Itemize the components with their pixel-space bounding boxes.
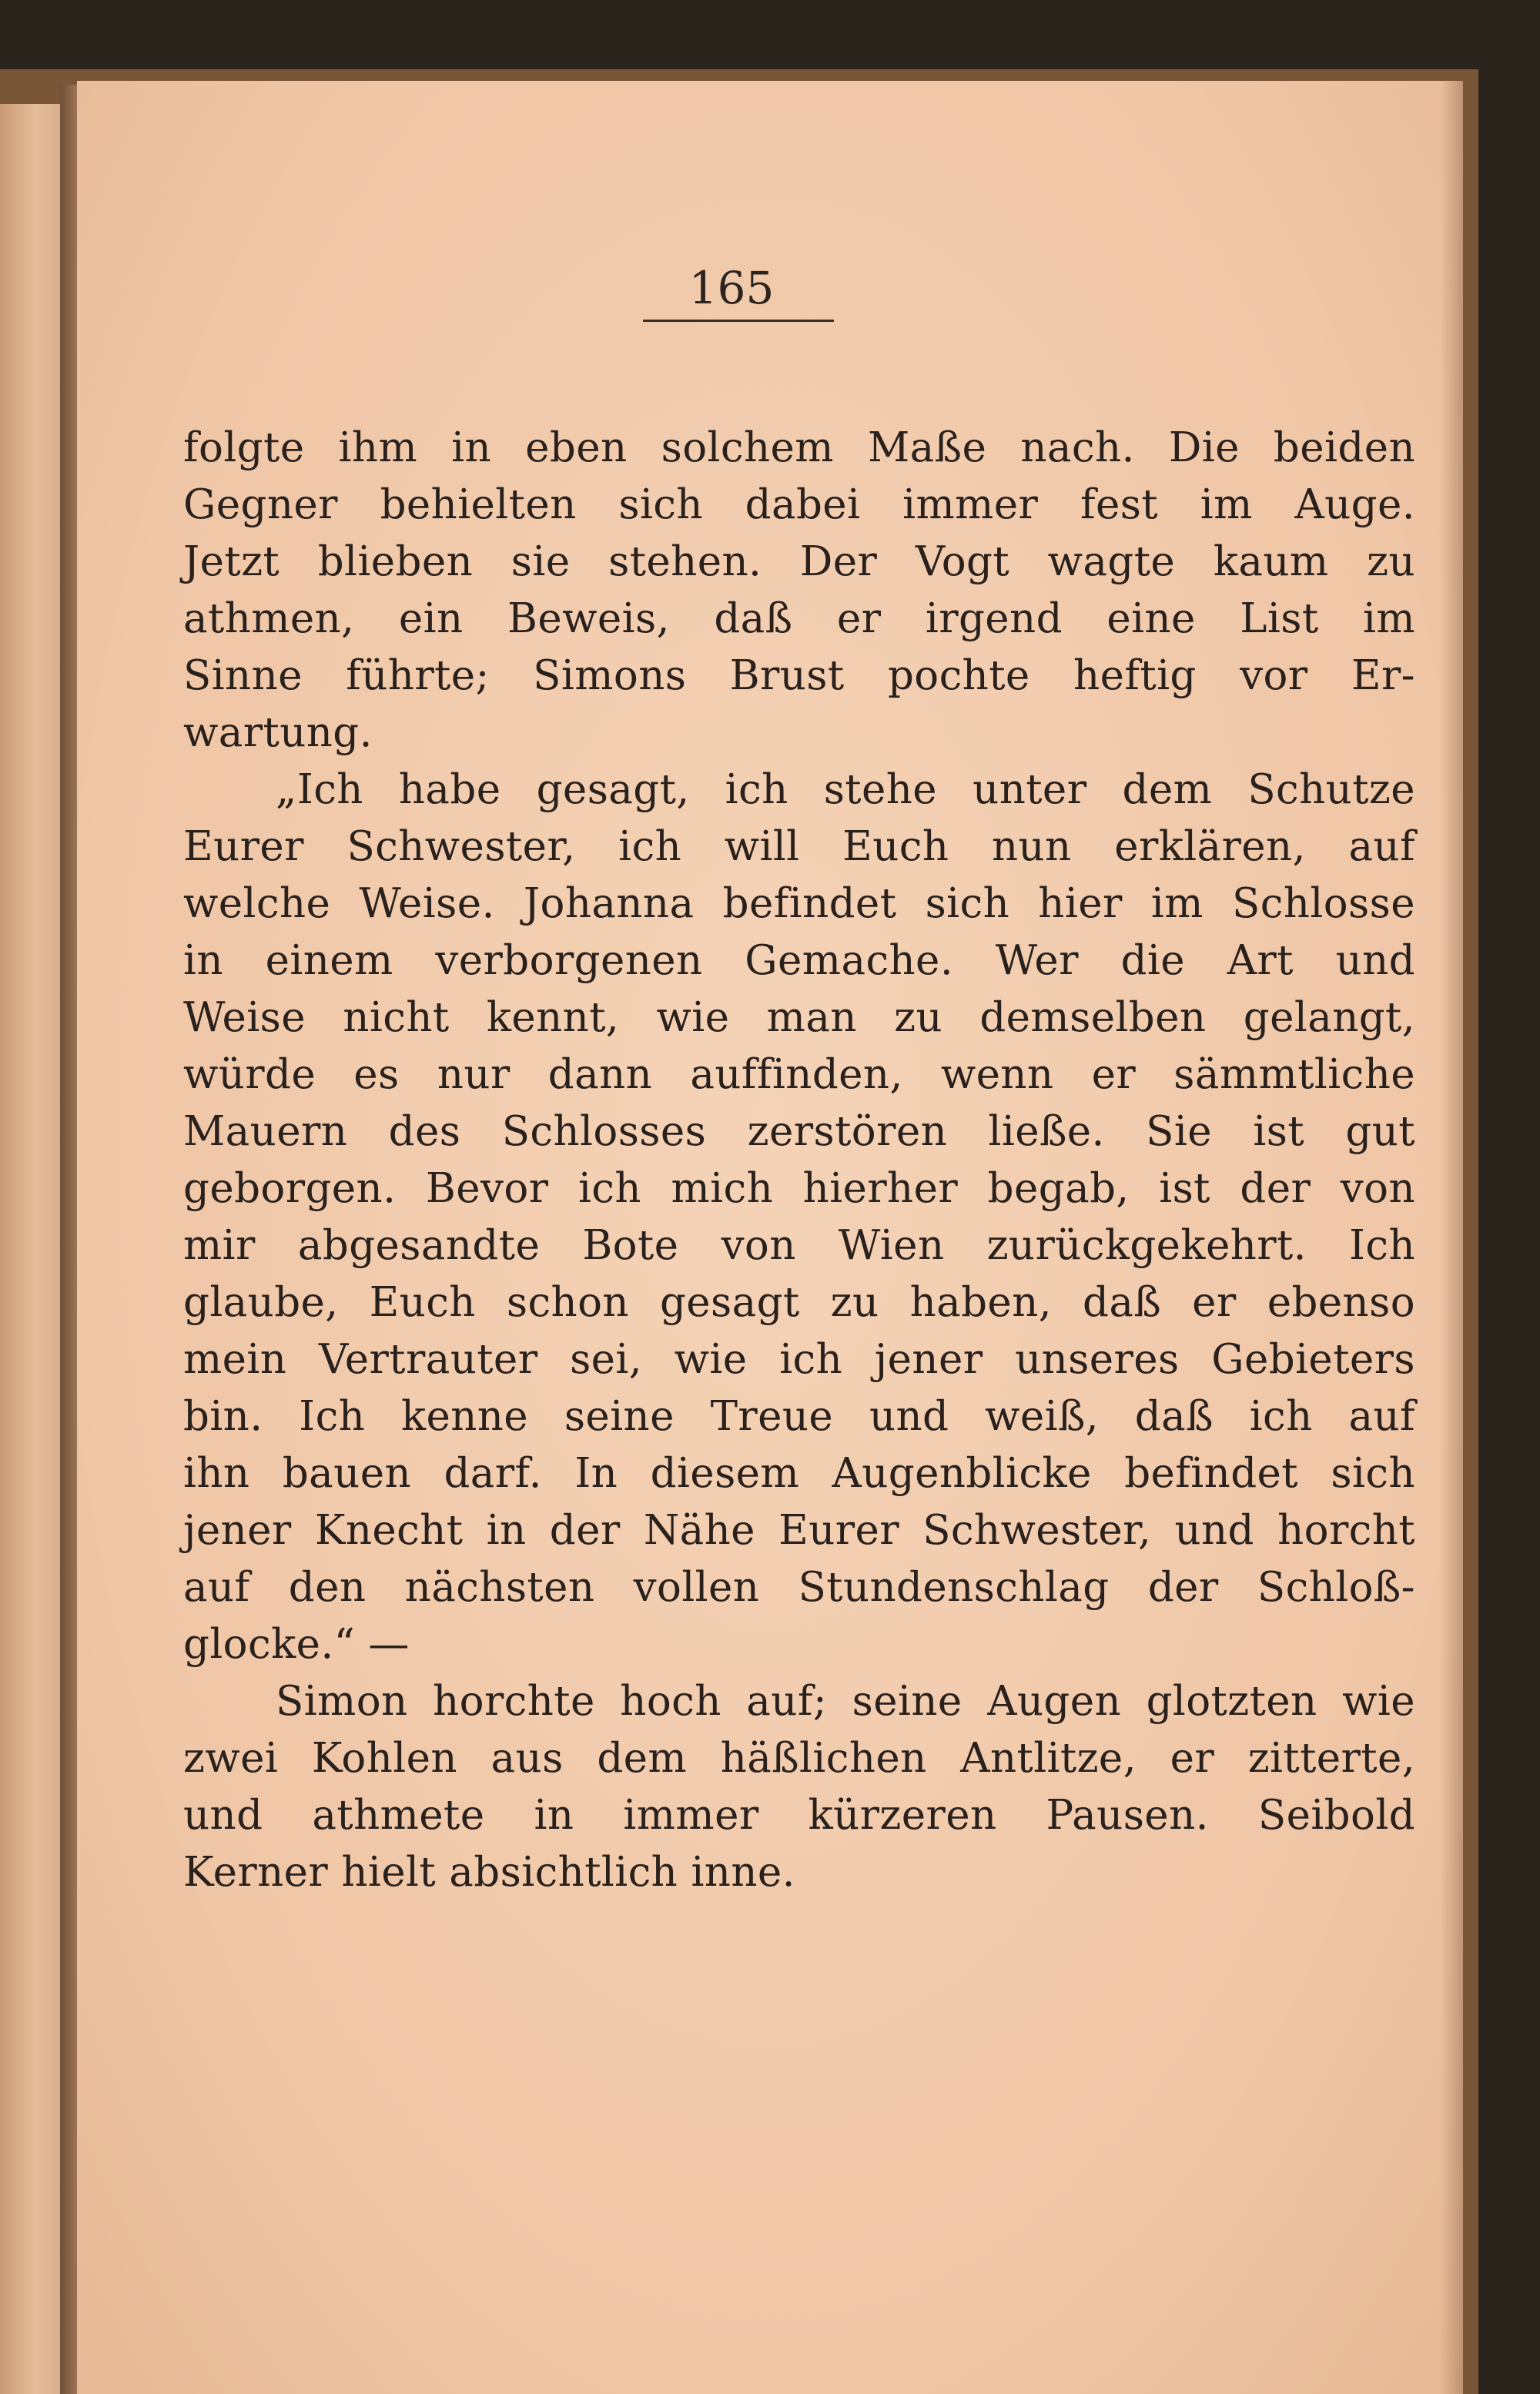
text-line: geborgen. Bevor ich mich hierher begab, ist der von <box>183 1165 1415 1212</box>
page-number: 165 <box>688 262 775 314</box>
page-edge-shadow <box>1440 81 1463 2394</box>
text-line: folgte ihm in eben solchem Maße nach. Die beiden <box>183 424 1415 471</box>
text-line: ihn bauen darf. In diesem Augenblicke befindet sich <box>183 1450 1415 1497</box>
text-line: Mauern des Schlosses zerstören ließe. Sie ist gut <box>183 1108 1415 1155</box>
text-line: in einem verborgenen Gemache. Wer die Art und <box>183 937 1415 984</box>
text-line: athmen, ein Beweis, daß er irgend eine List im <box>183 595 1415 642</box>
text-line: zwei Kohlen aus dem häßlichen Antlitze, er zitterte, <box>183 1735 1415 1782</box>
text-line: Kerner hielt absichtlich inne. <box>183 1849 795 1896</box>
text-line: bin. Ich kenne seine Treue und weiß, daß ich auf <box>183 1393 1415 1440</box>
text-line: Eurer Schwester, ich will Euch nun erklären, auf <box>183 823 1415 870</box>
text-line: „Ich habe gesagt, ich stehe unter dem Schutze <box>276 766 1415 813</box>
text-line: wartung. <box>183 709 373 756</box>
text-line: glocke.“ — <box>183 1621 410 1668</box>
text-line: auf den nächsten vollen Stundenschlag der Schloß- <box>183 1564 1415 1611</box>
text-line: mein Vertrauter sei, wie ich jener unseres Gebieters <box>183 1336 1415 1383</box>
left-page-edge <box>0 104 60 2394</box>
text-line: mir abgesandte Bote von Wien zurückgekehrt. Ich <box>183 1222 1415 1269</box>
text-line: Simon horchte hoch auf; seine Augen glotzten wie <box>276 1678 1415 1725</box>
text-line: würde es nur dann auffinden, wenn er sämmtliche <box>183 1051 1415 1098</box>
text-line: Jetzt blieben sie stehen. Der Vogt wagte kaum zu <box>183 538 1415 585</box>
body-text <box>183 420 1415 1901</box>
text-line: glaube, Euch schon gesagt zu haben, daß er ebenso <box>183 1279 1415 1326</box>
text-line: jener Knecht in der Nähe Eurer Schwester, und horcht <box>183 1507 1415 1554</box>
text-line: und athmete in immer kürzeren Pausen. Seibold <box>183 1792 1415 1839</box>
header-rule <box>643 320 834 322</box>
text-line: Sinne führte; Simons Brust pochte heftig vor Er- <box>183 652 1415 699</box>
text-line: welche Weise. Johanna befindet sich hier im Schlosse <box>183 880 1415 927</box>
text-line: Gegner behielten sich dabei immer fest im Auge. <box>183 481 1415 528</box>
book-gutter <box>60 85 77 2394</box>
text-line: Weise nicht kennt, wie man zu demselben gelangt, <box>183 994 1415 1041</box>
